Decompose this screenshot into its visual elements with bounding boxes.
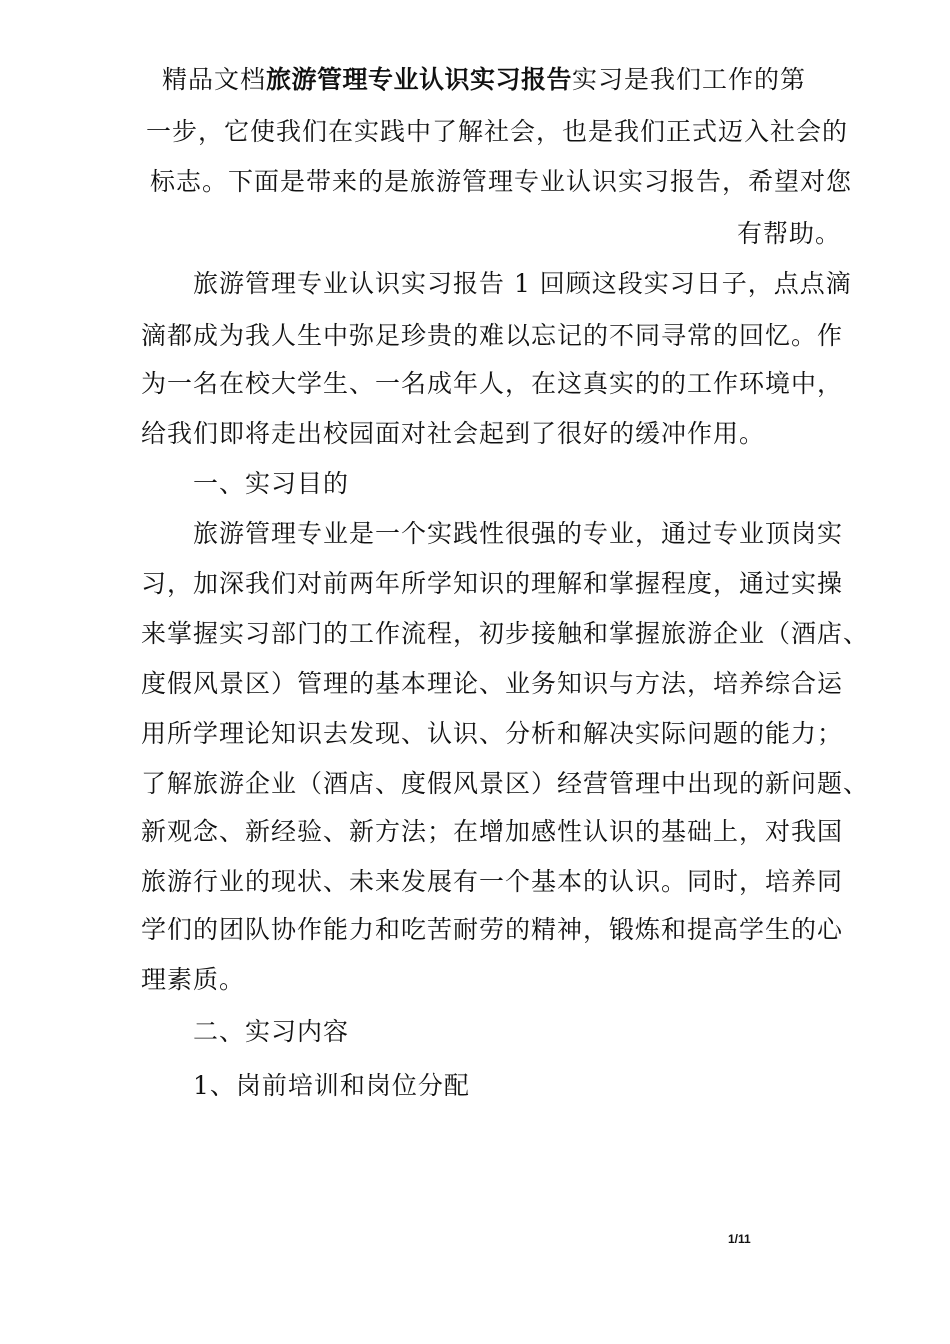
intro-line-2: 一步，它使我们在实践中了解社会，也是我们正式迈入社会的 [146,117,849,146]
paragraph-line: 新观念、新经验、新方法；在增加感性认识的基础上，对我国 [141,817,844,846]
paragraph-line: 来掌握实习部门的工作流程，初步接触和掌握旅游企业（酒店、 [141,619,870,648]
watermark-prefix: 精品文档 [162,65,267,94]
document-title: 旅游管理专业认识实习报告 [266,65,573,94]
paragraph-line: 习，加深我们对前两年所学知识的理解和掌握程度，通过实操 [141,569,844,598]
paragraph-line: 理素质。 [141,965,246,994]
page-number: 1/11 [728,1232,751,1246]
intro-line-1 [162,64,806,96]
section-heading: 二、实习内容 [193,1017,350,1046]
subsection-heading: 1、岗前培训和岗位分配 [193,1071,470,1100]
intro-line-3: 标志。下面是带来的是旅游管理专业认识实习报告，希望对您 [150,167,853,196]
paragraph-line: 了解旅游企业（酒店、度假风景区）经营管理中出现的新问题、 [141,769,870,798]
paragraph-line: 给我们即将走出校园面对社会起到了很好的缓冲作用。 [141,419,766,448]
paragraph-line: 旅游管理专业认识实习报告 1 回顾这段实习日子，点点滴 [193,269,852,298]
paragraph-line: 旅游行业的现状、未来发展有一个基本的认识。同时，培养同 [141,867,844,896]
intro-line-1-rest: 实习是我们工作的第 [572,65,807,94]
paragraph-line: 度假风景区）管理的基本理论、业务知识与方法，培养综合运 [141,669,844,698]
paragraph-line: 为一名在校大学生、一名成年人，在这真实的的工作环境中， [141,369,844,398]
paragraph-line: 学们的团队协作能力和吃苦耐劳的精神，锻炼和提高学生的心 [141,915,844,944]
paragraph-line: 旅游管理专业是一个实践性很强的专业，通过专业顶岗实 [193,519,844,548]
paragraph-line: 用所学理论知识去发现、认识、分析和解决实际问题的能力； [141,719,844,748]
section-heading: 一、实习目的 [193,469,350,498]
paragraph-line: 滴都成为我人生中弥足珍贵的难以忘记的不同寻常的回忆。作 [141,321,844,350]
intro-line-4: 有帮助。 [737,219,842,248]
